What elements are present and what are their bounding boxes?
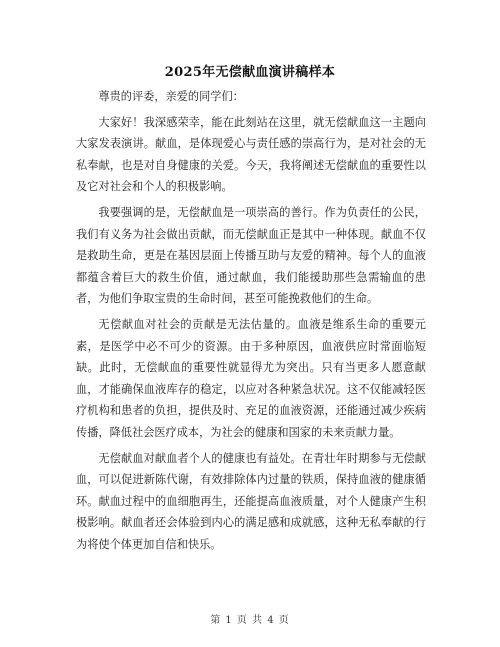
greeting-line: 尊贵的评委，亲爱的同学们： [98, 90, 244, 103]
paragraph-1: 大家好！我深感荣幸，能在此刻站在这里，就无偿献血这一主题向大家发表演讲。献血，是体现爱心与责任感的崇高行为，是对社会的无私奉献，也是对自身健康的关爱。今天，我将阐述无偿献血的重要性以及它对社会和个人的积极影响。 [76, 115, 426, 194]
document-body [76, 86, 426, 555]
paragraph-3: 无偿献血对社会的贡献是无法估量的。血液是维系生命的重要元素，是医学中必不可少的资源。由于多种原因，血液供应时常面临短缺。此时，无偿献血的重要性就显得尤为突出。只有当更多人愿意献血，才能确保血液库存的稳定，以应对各种紧急状况。这不仅能减轻医疗机构和患者的负担，提供及时、充足的血液资源，还能通过减少疾病传播，降低社会医疗成本，为社会的健康和国家的未来贡献力量。 [76, 317, 426, 439]
document-title: 2025年无偿献血演讲稿样本 [164, 65, 336, 80]
paragraph-2: 我要强调的是，无偿献血是一项崇高的善行。作为负责任的公民，我们有义务为社会做出贡献，而无偿献血正是其中一种体现。献血不仅是救助生命，更是在基因层面上传播互助与友爱的精神。每个人的血液都蕴含着巨大的救生价值，通过献血，我们能援助那些急需输血的患者，为他们争取宝贵的生命时间，甚至可能挽救他们的生命。 [76, 205, 426, 306]
paragraph-4: 无偿献血对献血者个人的健康也有益处。在青壮年时期参与无偿献血，可以促进新陈代谢，有效排除体内过量的铁质，保持血液的健康循环。献血过程中的血细胞再生，还能提高血液质量，对个人健康产生积极影响。献血者还会体验到内心的满足感和成就感，这种无私奉献的行为将使个体更加自信和快乐。 [76, 451, 426, 551]
page-number-footer: 第 1 页 共 4 页 [210, 615, 290, 626]
